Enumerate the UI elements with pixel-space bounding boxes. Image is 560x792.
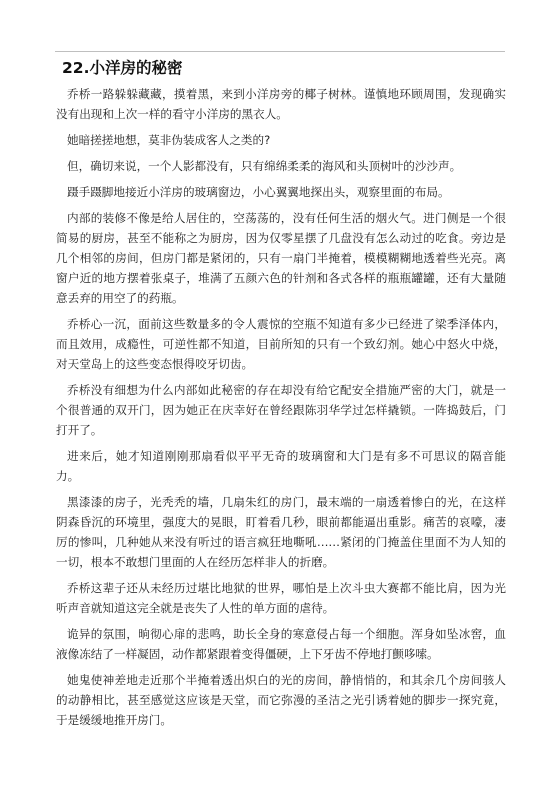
paragraph: 乔桥心一沉，面前这些数量多的令人震惊的空瓶不知道有多少已经进了梁季泽体内，而且效用，成瘾性，可逆性都不知道，目前所知的只有一个致幻剂。她心中怒火中烧，对天堂岛上的这些变态恨得咬牙切齿。 (56, 317, 506, 371)
paragraph: 但，确切来说，一个人影都没有，只有绵绵柔柔的海风和头顶树叶的沙沙声。 (67, 159, 462, 173)
paragraph: 乔桥没有细想为什么内部如此秘密的存在却没有给它配安全措施严密的大门，就是一个很普通的双开门，因为她正在庆幸好在曾经跟陈羽华学过怎样撬锁。一阵捣鼓后，门打开了。 (56, 383, 506, 437)
paragraph: 她鬼使神差地走近那个半掩着透出炽白的光的房间，静悄悄的，和其余几个房间骇人的动静相比，甚至感觉这应该是天堂，而它弥漫的圣洁之光引诱着她的脚步一探究竟，于是缓缓地推开房门。 (56, 673, 506, 727)
chapter-title: 22.小洋房的秘密 (62, 59, 183, 77)
paragraph: 蹑手蹑脚地接近小洋房的玻璃窗边，小心翼翼地探出头，观察里面的布局。 (67, 185, 450, 199)
document-body (56, 84, 506, 736)
paragraph: 乔桥一路躲躲藏藏，摸着黑，来到小洋房旁的椰子树林。谨慎地环顾周围，发现确实没有出现和上次一样的看守小洋房的黑衣人。 (56, 87, 506, 121)
paragraph: 她暗搓搓地想，莫非伪装成客人之类的? (67, 133, 271, 147)
paragraph: 乔桥这辈子还从未经历过堪比地狱的世界，哪怕是上次斗虫大赛都不能比肩，因为光听声音就知道这完全就是丧失了人性的单方面的虐待。 (56, 581, 506, 615)
paragraph: 黑漆漆的房子，光秃秃的墙，几扇朱红的房门，最末端的一扇透着惨白的光，在这样阴森昏沉的环境里，强度大的晃眼，盯着看几秒，眼前都能逼出重影。痛苦的哀嚎，凄厉的惨叫，几种她从来没有听过的语言疯狂地嘶吼……紧闭的门掩盖住里面不为人知的一切，根本不敢想门里面的人在经历怎样非人的折磨。 (56, 495, 506, 569)
paragraph: 内部的装修不像是给人居住的，空荡荡的，没有任何生活的烟火气。进门侧是一个很简易的厨房，甚至不能称之为厨房，因为仅零星摆了几盘没有怎么动过的吃食。旁边是几个相邻的房间，但房门都是紧闭的，只有一扇门半掩着，模模糊糊地透着些光亮。离窗户近的地方摆着张桌子，堆满了五颜六色的针剂和各式各样的瓶瓶罐罐，还有大量随意丢弃的用空了的药瓶。 (56, 211, 506, 305)
header-rule (55, 51, 505, 52)
paragraph: 诡异的氛围，晌彻心扉的悲鸣，助长全身的寒意侵占每一个细胞。浑身如坠冰窖，血液像冻结了一样凝固，动作都紧跟着变得僵硬，上下牙齿不停地打颤哆嗦。 (56, 627, 506, 661)
paragraph: 进来后，她才知道刚刚那扇看似平平无奇的玻璃窗和大门是有多不可思议的隔音能力。 (56, 449, 506, 483)
